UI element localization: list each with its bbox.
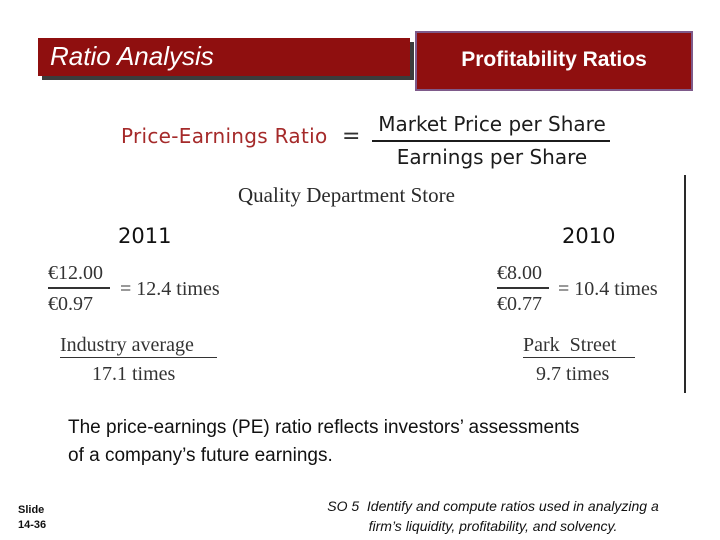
slide-number bbox=[18, 503, 46, 533]
formula-equals: = bbox=[342, 124, 361, 149]
topic-title: Profitability Ratios bbox=[461, 48, 647, 71]
study-objective-line-1: SO 5 Identify and compute ratios used in analyzing a bbox=[327, 498, 659, 514]
section-tab bbox=[38, 38, 410, 76]
year-2011-fraction-bar bbox=[48, 287, 110, 289]
competitor-underline bbox=[523, 357, 635, 358]
vertical-divider bbox=[684, 175, 686, 393]
industry-average-label: Industry average bbox=[60, 334, 194, 356]
study-objective bbox=[283, 496, 703, 536]
formula-numerator: Market Price per Share bbox=[378, 112, 606, 136]
company-name: Quality Department Store bbox=[238, 183, 455, 207]
explanation-line-2: of a company’s future earnings. bbox=[68, 445, 333, 466]
competitor-label: Park Street bbox=[523, 334, 617, 356]
year-2010-denominator: €0.77 bbox=[497, 293, 542, 315]
formula-denominator: Earnings per Share bbox=[396, 145, 588, 169]
year-2011-numerator: €12.00 bbox=[48, 262, 103, 284]
section-title: Ratio Analysis bbox=[50, 41, 214, 71]
slide-number-value: 14-36 bbox=[18, 519, 47, 531]
formula-lhs: Price-Earnings Ratio bbox=[121, 124, 328, 148]
explanation-text bbox=[68, 414, 688, 470]
year-2010-fraction-bar bbox=[497, 287, 549, 289]
industry-average-value: 17.1 times bbox=[92, 363, 176, 385]
year-2011-result: = 12.4 times bbox=[120, 278, 220, 300]
year-2010-result: = 10.4 times bbox=[558, 278, 658, 300]
year-2011-denominator: €0.97 bbox=[48, 293, 93, 315]
slide-label: Slide bbox=[18, 504, 45, 516]
explanation-line-1: The price-earnings (PE) ratio reflects investors’ assessments bbox=[68, 417, 580, 438]
industry-average-underline bbox=[60, 357, 217, 358]
competitor-value: 9.7 times bbox=[536, 363, 610, 385]
formula-fraction-bar bbox=[372, 140, 610, 142]
study-objective-line-2: firm’s liquidity, profitability, and solvency. bbox=[368, 518, 618, 534]
year-2010-heading: 2010 bbox=[562, 224, 616, 248]
year-2011-heading: 2011 bbox=[118, 224, 172, 248]
year-2010-numerator: €8.00 bbox=[497, 262, 542, 284]
topic-tab bbox=[415, 31, 693, 91]
